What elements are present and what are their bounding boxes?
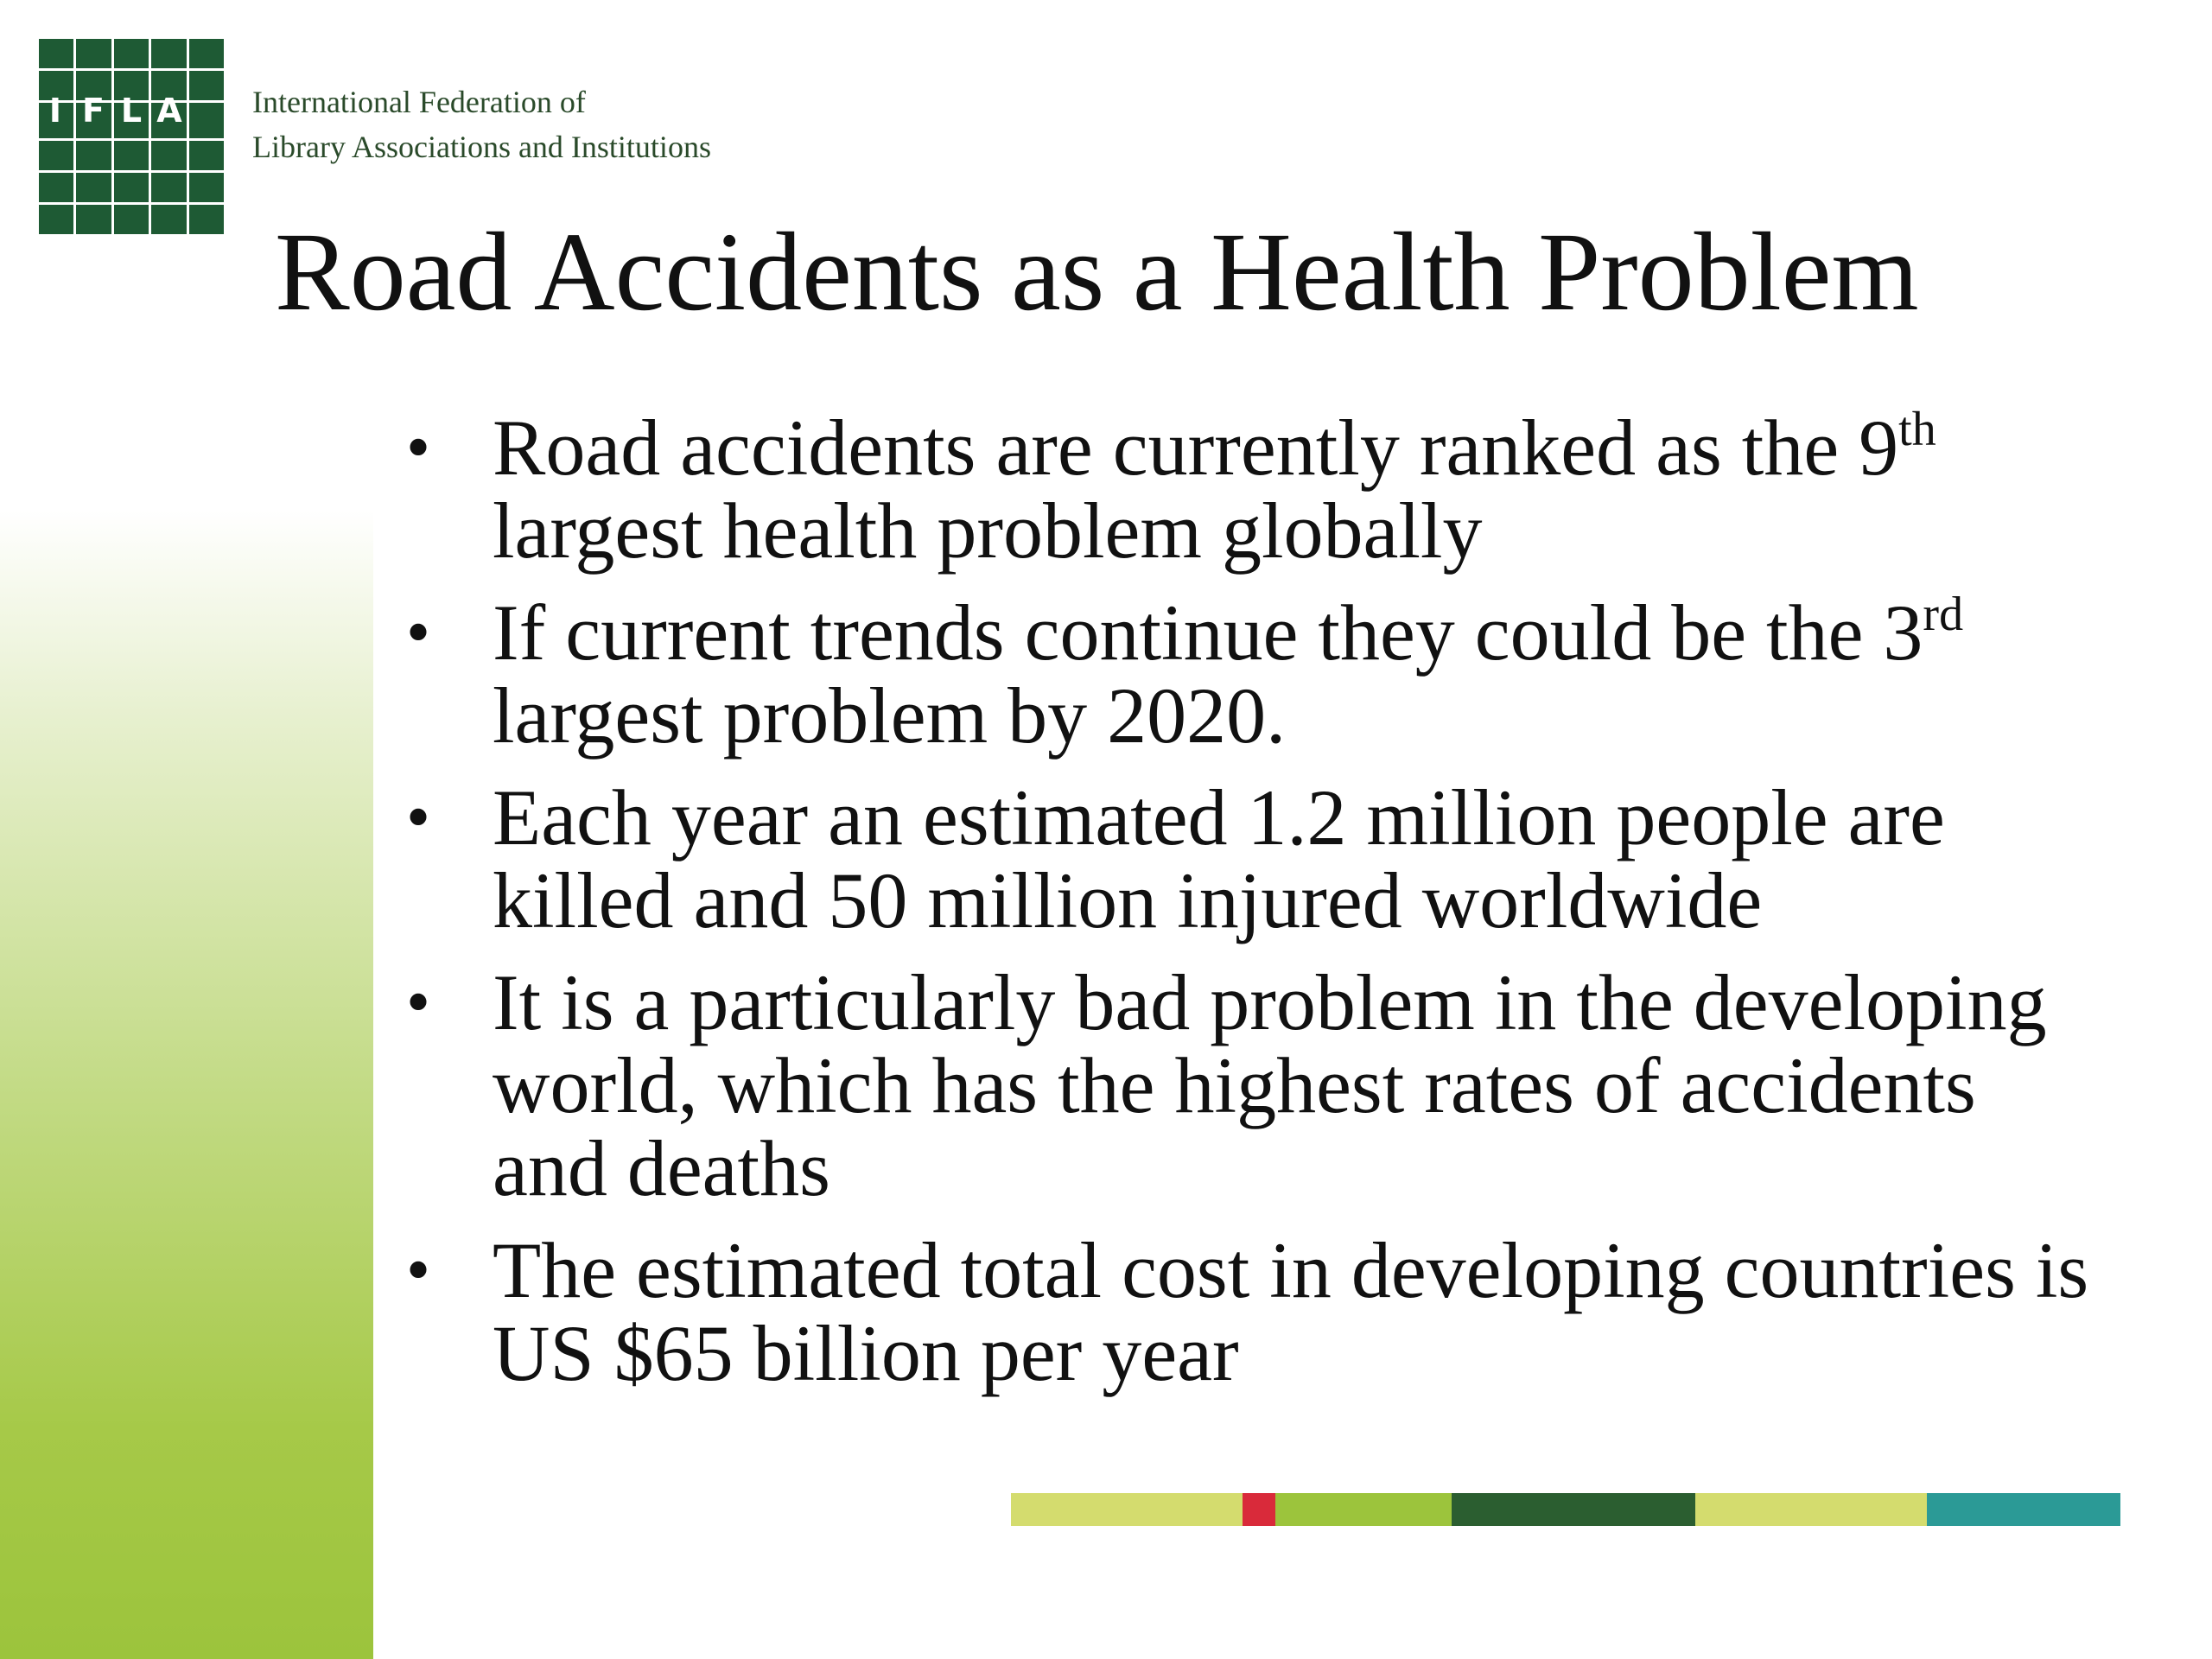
logo-letter: F (82, 92, 105, 130)
bullet-superscript: rd (1923, 588, 1964, 641)
bullet-text: If current trends continue they could be the 3 (493, 588, 1923, 677)
organization-name (252, 79, 711, 169)
logo-letters (36, 90, 226, 131)
bullet-item (406, 958, 2100, 1212)
logo-letter: L (120, 92, 143, 130)
decorative-color-bar (1011, 1493, 2120, 1526)
bullet-text: The estimated total cost in developing countries is US $65 billion per year (493, 1226, 2089, 1397)
bullet-item (406, 403, 2100, 575)
color-bar-segment (1275, 1493, 1452, 1526)
logo-letter: A (156, 92, 182, 130)
bullet-text: It is a particularly bad problem in the developing world, which has the highest rates of accidents and deaths (493, 958, 2047, 1212)
bullet-superscript: th (1898, 403, 1936, 456)
bullet-item (406, 1226, 2100, 1397)
bullet-text-continued: largest health problem globally (493, 486, 1483, 575)
color-bar-segment (1695, 1493, 1927, 1526)
side-gradient (0, 510, 373, 1659)
bullet-text-continued: largest problem by 2020. (493, 671, 1287, 760)
color-bar-segment (1452, 1493, 1695, 1526)
slide-title: Road Accidents as a Health Problem (275, 210, 1919, 334)
org-name-line-2: Library Associations and Institutions (252, 130, 711, 164)
bullet-text: Each year an estimated 1.2 million people are killed and 50 million injured worldwide (493, 773, 1945, 944)
bullet-text: Road accidents are currently ranked as the 9 (493, 404, 1899, 492)
org-name-line-1: International Federation of (252, 85, 586, 119)
bullet-item (406, 773, 2100, 944)
bullet-item (406, 588, 2100, 760)
color-bar-segment (1927, 1493, 2120, 1526)
bullet-list (406, 403, 2100, 1414)
color-bar-segment (1011, 1493, 1243, 1526)
color-bar-segment (1243, 1493, 1275, 1526)
logo-letter: I (48, 92, 62, 130)
ifla-logo (36, 36, 226, 237)
